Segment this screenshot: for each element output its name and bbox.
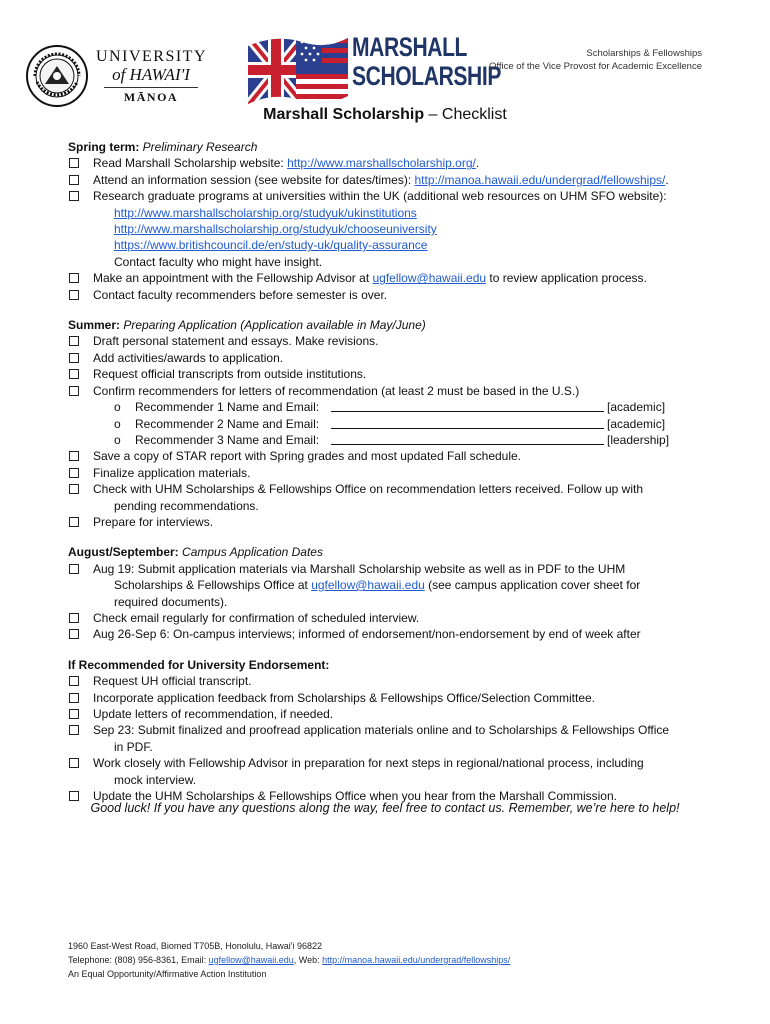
item-text: Attend an information session (see website for dates/times): xyxy=(93,172,415,187)
checklist-item[interactable] xyxy=(68,270,718,286)
email-link[interactable]: ugfellow@hawaii.edu xyxy=(372,271,487,286)
august-head-bold: August/September: xyxy=(68,545,179,560)
item-text: Update the UHM Scholarships & Fellowships Office when you hear from the Marshall Commission. xyxy=(93,789,617,804)
item-text-line xyxy=(68,577,718,593)
checklist-item[interactable] xyxy=(68,155,718,171)
bullet: o xyxy=(114,400,121,415)
recommender-type: [leadership] xyxy=(607,432,670,447)
checkbox[interactable] xyxy=(69,386,79,396)
marshall-scholarship-wordmark xyxy=(352,32,501,91)
checkbox[interactable] xyxy=(69,693,79,703)
marshall-line1: MARSHALL xyxy=(352,32,468,62)
footer-eeo: An Equal Opportunity/Affirmative Action Institution xyxy=(68,969,267,979)
item-text: Save a copy of STAR report with Spring grades and most updated Fall schedule. xyxy=(93,449,522,464)
spring-head-bold: Spring term: xyxy=(68,140,140,154)
uh-line1: UNIVERSITY xyxy=(96,48,207,65)
checkbox[interactable] xyxy=(69,709,79,719)
checklist-item[interactable] xyxy=(68,690,718,706)
recommender-type: [academic] xyxy=(607,416,666,431)
uh-divider xyxy=(104,87,198,88)
item-text: Add activities/awards to application. xyxy=(93,350,284,365)
section-heading-spring xyxy=(68,139,718,155)
uk-institutions-link[interactable]: http://www.marshallscholarship.org/studyuk/ukinstitutions xyxy=(114,205,417,220)
item-text: Read Marshall Scholarship website: xyxy=(93,156,288,171)
checkbox[interactable] xyxy=(69,175,79,185)
checklist-content xyxy=(68,139,718,804)
page-title xyxy=(0,106,770,124)
university-seal-logo xyxy=(25,44,89,108)
recommender-label: Recommender 3 Name and Email: xyxy=(135,432,320,447)
checkbox[interactable] xyxy=(69,725,79,735)
item-text-line: required documents). xyxy=(114,594,228,609)
recommender-2-row xyxy=(68,416,718,432)
recommender-3-input[interactable] xyxy=(331,432,604,445)
recommender-label: Recommender 2 Name and Email: xyxy=(135,416,320,431)
resource-links xyxy=(68,205,718,271)
checkbox[interactable] xyxy=(69,353,79,363)
footer xyxy=(68,939,510,981)
item-text: Aug 26-Sep 6: On-campus interviews; informed of endorsement/non-endorsement by end of week after xyxy=(93,627,641,642)
item-text: Incorporate application feedback from Scholarships & Fellowships Office/Selection Committee. xyxy=(93,690,596,705)
checkbox[interactable] xyxy=(69,564,79,574)
item-text-end: . xyxy=(665,172,669,187)
checkbox[interactable] xyxy=(69,158,79,168)
checkbox[interactable] xyxy=(69,629,79,639)
email-link[interactable]: ugfellow@hawaii.edu xyxy=(311,578,425,593)
checklist-item[interactable] xyxy=(68,172,718,188)
footer-contact xyxy=(68,953,510,967)
checklist-item[interactable] xyxy=(68,673,718,689)
item-text: Draft personal statement and essays. Make revisions. xyxy=(93,334,379,349)
checkbox[interactable] xyxy=(69,290,79,300)
item-text-line: in PDF. xyxy=(114,739,153,754)
footer-web-label: , Web: xyxy=(293,955,323,965)
marshall-line2: SCHOLARSHIP xyxy=(352,61,501,91)
item-text: Scholarships & Fellowships Office at xyxy=(114,578,312,593)
checklist-item[interactable] xyxy=(68,448,718,464)
footer-telephone: Telephone: (808) 956-8361, Email: xyxy=(68,955,209,965)
checkbox[interactable] xyxy=(69,273,79,283)
footer-web-link[interactable]: http://manoa.hawaii.edu/undergrad/fellowships/ xyxy=(322,955,511,965)
item-text: Request UH official transcript. xyxy=(93,674,252,689)
checklist-item[interactable] xyxy=(68,383,718,399)
item-text: Sep 23: Submit finalized and proofread application materials online and to Scholarships & Fellowships Office xyxy=(93,723,670,738)
checklist-item[interactable] xyxy=(68,722,718,738)
section-heading-endorsement xyxy=(68,657,718,673)
checklist-item[interactable] xyxy=(68,366,718,382)
recommender-1-row xyxy=(68,399,718,415)
item-text: Update letters of recommendation, if needed. xyxy=(93,707,334,721)
title-bold: Marshall Scholarship xyxy=(263,106,425,123)
checklist-item[interactable] xyxy=(68,626,718,642)
item-text: Make an appointment with the Fellowship Advisor at xyxy=(93,271,373,286)
item-text: Finalize application materials. xyxy=(93,465,251,480)
section-heading-august xyxy=(68,544,718,560)
checklist-item[interactable] xyxy=(68,350,718,366)
title-rest: – Checklist xyxy=(424,106,507,123)
item-text-line: pending recommendations. xyxy=(114,498,259,513)
item-text-end: (see campus application cover sheet for xyxy=(424,578,641,593)
marshall-flag-logo xyxy=(246,34,350,108)
recommender-3-row xyxy=(68,432,718,448)
checkbox[interactable] xyxy=(69,517,79,527)
item-text: Confirm recommenders for letters of recommendation (at least 2 must be based in the U.S.) xyxy=(93,383,580,398)
checkbox[interactable] xyxy=(69,336,79,346)
checkbox[interactable] xyxy=(69,758,79,768)
checkbox[interactable] xyxy=(69,484,79,494)
checklist-item[interactable] xyxy=(68,481,718,497)
closing-message: Good luck! If you have any questions along the way, feel free to contact us. Remember, we’re here to help! xyxy=(90,801,680,815)
summer-head-bold: Summer: xyxy=(68,318,121,333)
checklist-item[interactable] xyxy=(68,561,718,577)
checkbox[interactable] xyxy=(69,791,79,801)
checklist-item[interactable] xyxy=(68,287,718,303)
marshall-website-link[interactable]: http://www.marshallscholarship.org/ xyxy=(287,156,476,171)
checklist-item[interactable] xyxy=(68,514,718,530)
august-head-italic: Campus Application Dates xyxy=(178,545,323,560)
recommender-2-input[interactable] xyxy=(331,416,604,429)
bullet: o xyxy=(114,432,121,447)
checkbox[interactable] xyxy=(69,676,79,686)
item-text: Prepare for interviews. xyxy=(93,514,214,529)
endorse-head-bold: If Recommended for University Endorsement: xyxy=(68,657,330,672)
summer-head-italic: Preparing Application (Application available in May/June) xyxy=(120,318,426,333)
item-text: Contact faculty recommenders before semester is over. xyxy=(93,287,388,302)
item-text: Check with UHM Scholarships & Fellowships Office on recommendation letters received. Follow up with xyxy=(93,482,644,497)
item-text-end: to review application process. xyxy=(486,271,647,286)
spring-head-italic: Preliminary Research xyxy=(139,140,258,154)
office-heading xyxy=(489,47,702,73)
uh-line2: of HAWAI'I xyxy=(112,65,190,84)
recommender-label: Recommender 1 Name and Email: xyxy=(135,400,320,415)
item-text: Work closely with Fellowship Advisor in preparation for next steps in regional/national process, including xyxy=(93,756,644,771)
section-heading-summer xyxy=(68,317,718,333)
checklist-item[interactable] xyxy=(68,465,718,481)
checklist-item[interactable] xyxy=(68,755,718,771)
bullet: o xyxy=(114,416,121,431)
item-text: Check email regularly for confirmation of scheduled interview. xyxy=(93,610,420,625)
checklist-item[interactable] xyxy=(68,706,718,722)
uh-line3: MĀNOA xyxy=(123,90,179,104)
item-text: Request official transcripts from outside institutions. xyxy=(93,367,367,382)
footer-address: 1960 East-West Road, Biomed T705B, Honolulu, Hawai'i 96822 xyxy=(68,941,323,951)
item-text: Research graduate programs at universities within the UK (additional web resources on UHM SFO website): xyxy=(93,189,667,204)
checklist-item[interactable] xyxy=(68,610,718,626)
fellowships-website-link[interactable]: http://manoa.hawaii.edu/undergrad/fellowships/ xyxy=(414,172,666,187)
choose-university-link[interactable]: http://www.marshallscholarship.org/studyuk/chooseuniversity xyxy=(114,222,437,237)
item-text-line: Contact faculty who might have insight. xyxy=(114,254,323,269)
footer-email-link[interactable]: ugfellow@hawaii.edu xyxy=(208,955,294,965)
university-wordmark xyxy=(96,48,206,104)
recommender-type: [academic] xyxy=(607,400,666,415)
office-line2: Office of the Vice Provost for Academic Excellence xyxy=(489,61,702,72)
british-council-link[interactable]: https://www.britishcouncil.de/en/study-uk/quality-assurance xyxy=(114,238,428,253)
recommender-1-input[interactable] xyxy=(331,399,604,412)
item-text: Aug 19: Submit application materials via Marshall Scholarship website as well as in PDF to the UHM xyxy=(93,561,626,576)
checkbox[interactable] xyxy=(69,613,79,623)
checklist-item[interactable] xyxy=(68,333,718,349)
checkbox[interactable] xyxy=(69,468,79,478)
checkbox[interactable] xyxy=(69,451,79,461)
checkbox[interactable] xyxy=(69,369,79,379)
item-text-end: . xyxy=(475,156,480,171)
checklist-item[interactable] xyxy=(68,188,718,204)
checkbox[interactable] xyxy=(69,191,79,201)
item-text-line: mock interview. xyxy=(114,772,197,787)
office-line1: Scholarships & Fellowships xyxy=(586,48,702,59)
